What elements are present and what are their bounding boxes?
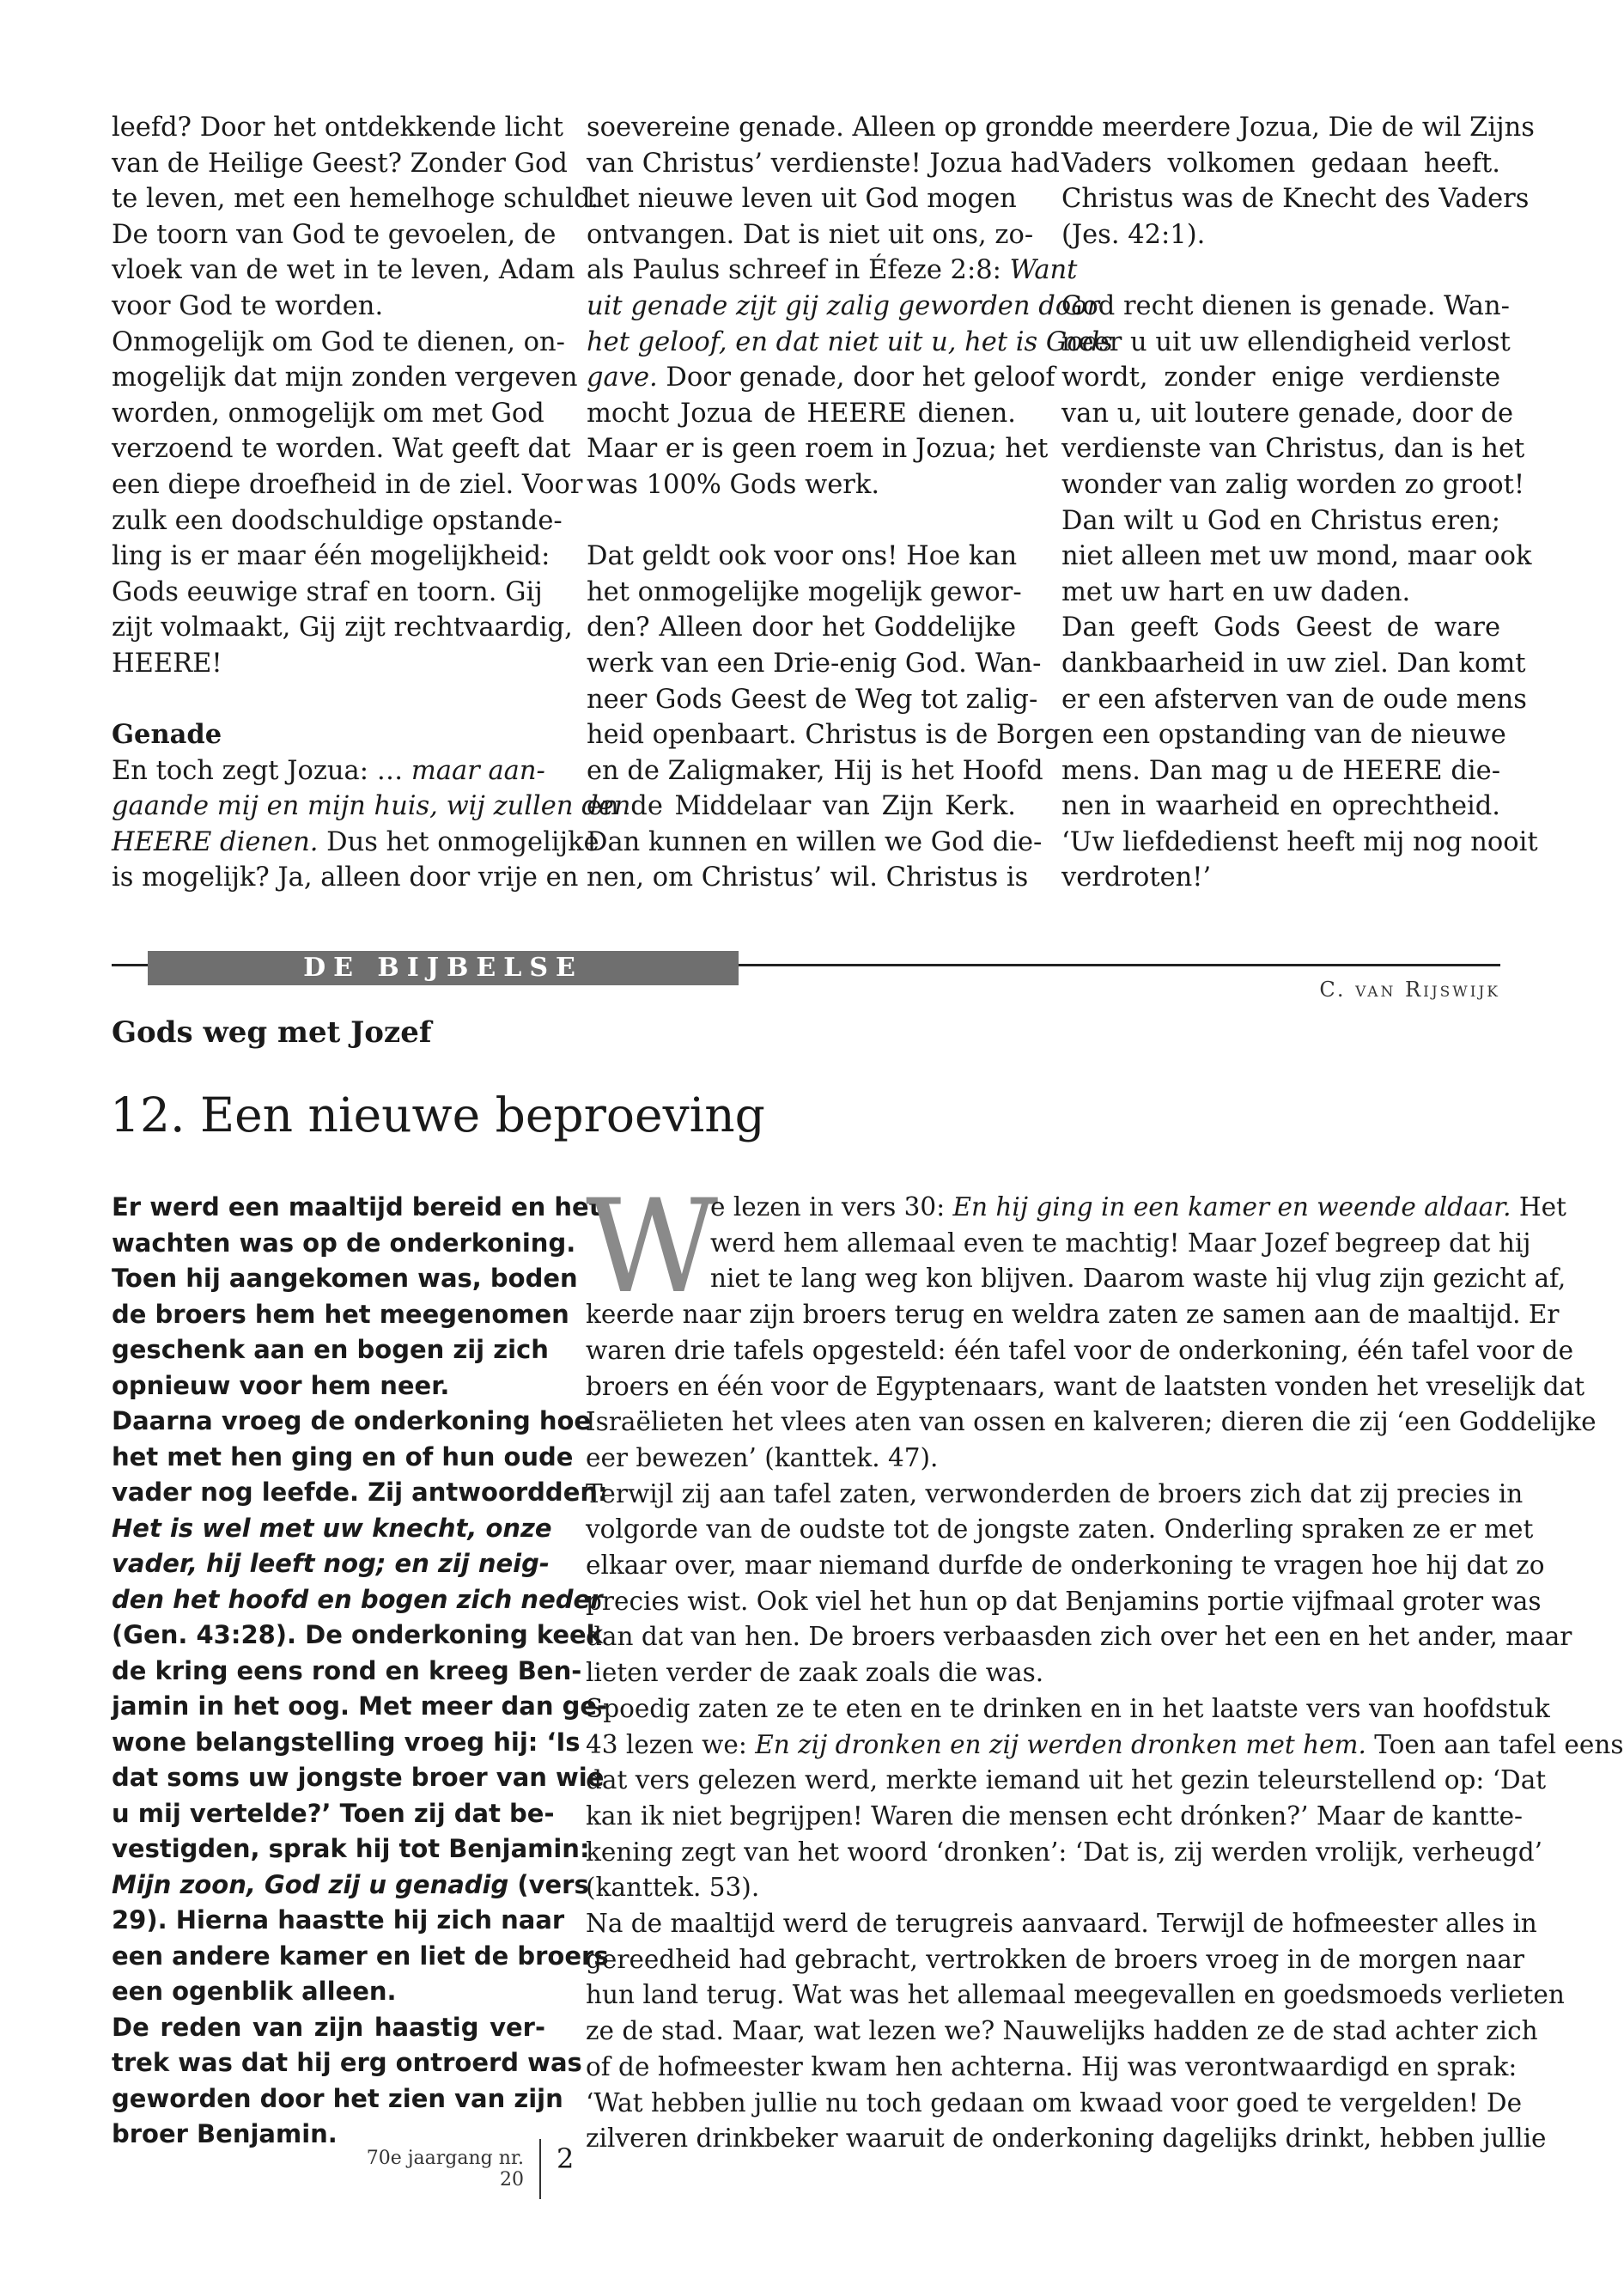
section-heading-genade: Genade xyxy=(112,719,222,751)
text-line: gaande mij en mijn huis, wij zullen den xyxy=(112,791,631,822)
text-line: trek was dat hij erg ontroerd was xyxy=(112,2048,582,2077)
series-subtitle: Gods weg met Jozef xyxy=(112,1015,432,1050)
top-column-1 xyxy=(112,110,631,896)
text-line: den? Alleen door het Goddelijke xyxy=(587,612,1016,643)
text-line: er een afsterven van de oude mens xyxy=(1061,684,1527,715)
text-line: is mogelijk? Ja, alleen door vrije en xyxy=(112,862,579,893)
text-line: Israëlieten het vlees aten van ossen en kalveren; dieren die zij ‘een Goddelijke xyxy=(586,1407,1597,1437)
text-line: kan ik niet begrijpen! Waren die mensen echt drónken?’ Maar de kantte- xyxy=(586,1801,1524,1831)
text-line: waren drie tafels opgesteld: één tafel voor de onderkoning, één tafel voor de xyxy=(586,1335,1574,1365)
text-line: de broers hem het meegenomen xyxy=(112,1299,569,1329)
text-line: nen, om Christus’ wil. Christus is xyxy=(587,862,1029,893)
text-line: Dat geldt ook voor ons! Hoe kan xyxy=(587,541,1018,572)
text-line: broer Benjamin. xyxy=(112,2119,338,2148)
text-line: vestigden, sprak hij tot Benjamin: xyxy=(112,1834,590,1863)
text-line: Toen hij aangekomen was, boden xyxy=(112,1264,578,1293)
text-line: neer u uit uw ellendigheid verlost xyxy=(1061,326,1511,357)
text-line: een ogenblik alleen. xyxy=(112,1977,397,2006)
text-line: de kring eens rond en kreeg Ben- xyxy=(112,1655,582,1685)
text-line: van u, uit loutere genade, door de xyxy=(1061,398,1513,429)
intro-sidebar xyxy=(112,1190,609,2153)
text-line: dat soms uw jongste broer van wie xyxy=(112,1763,605,1792)
text-line: nen in waarheid en oprechtheid. xyxy=(1061,791,1500,822)
text-line: God recht dienen is genade. Wan- xyxy=(1061,290,1510,321)
text-line: Onmogelijk om God te dienen, on- xyxy=(112,326,565,357)
text-line: het geloof, en dat niet uit u, het is Gods xyxy=(587,326,1113,357)
text-line: wone belangstelling vroeg hij: ‘Is xyxy=(112,1727,581,1757)
issue-label: 70e jaargang nr. 20 xyxy=(366,2148,524,2191)
top-column-3 xyxy=(1061,110,1538,896)
text-line: Na de maaltijd werd de terugreis aanvaard. Terwijl de hofmeester alles in xyxy=(586,1909,1537,1939)
text-line: niet alleen met uw mond, maar ook xyxy=(1061,541,1532,572)
text-line: geschenk aan en bogen zij zich xyxy=(112,1335,549,1364)
text-line: Daarna vroeg de onderkoning hoe xyxy=(112,1406,592,1435)
text-line: van Christus’ verdienste! Jozua had xyxy=(587,148,1060,179)
text-line: te leven, met een hemelhoge schuld. xyxy=(112,184,599,215)
text-line: HEERE! xyxy=(112,648,222,679)
spacer xyxy=(112,682,541,718)
text-line: vader, hij leeft nog; en zij neig- xyxy=(112,1549,550,1578)
text-line: (Gen. 43:28). De onderkoning keek xyxy=(112,1620,603,1649)
text-line: soevereine genade. Alleen op grond xyxy=(587,113,1064,143)
text-line: ‘Wat hebben jullie nu toch gedaan om kwaad voor goed te vergelden! De xyxy=(586,2087,1523,2117)
text-line: volgorde van de oudste tot de jongste zaten. Onderling spraken ze er met xyxy=(586,1514,1534,1545)
text-line: wachten was op de onderkoning. xyxy=(112,1228,576,1258)
text-line: Christus was de Knecht des Vaders xyxy=(1061,184,1530,215)
author-name: C. van Rijswijk xyxy=(1319,978,1500,1002)
text-line: gave. Door genade, door het geloof xyxy=(587,363,1055,393)
page-number: 2 xyxy=(557,2142,575,2175)
text-line: of de hofmeester kwam hen achterna. Hij was verontwaardigd en sprak: xyxy=(586,2051,1518,2081)
text-line: u mij vertelde?’ Toen zij dat be- xyxy=(112,1798,555,1828)
footer-divider xyxy=(539,2139,541,2199)
text-line: mens. Dan mag u de HEERE die- xyxy=(1061,755,1500,786)
text-line: e lezen in vers 30: En hij ging in een kamer en weende aldaar. Het xyxy=(710,1192,1566,1222)
article-body xyxy=(586,1190,1624,2157)
text-line: Er werd een maaltijd bereid en het xyxy=(112,1192,601,1222)
text-line: het met hen ging en of hun oude xyxy=(112,1441,574,1472)
text-line: dat vers gelezen werd, merkte iemand uit het gezin teleurstellend op: ‘Dat xyxy=(586,1765,1547,1795)
text-line: ontvangen. Dat is niet uit ons, zo- xyxy=(587,219,1034,250)
text-line: dan dat van hen. De broers verbaasden zich over het een en het ander, maar xyxy=(586,1622,1572,1652)
text-line: vader nog leefde. Zij antwoordden: xyxy=(112,1478,608,1507)
text-line: geworden door het zien van zijn xyxy=(112,2083,563,2113)
text-line: Maar er is geen roem in Jozua; het xyxy=(587,434,1049,465)
text-line: met uw hart en uw daden. xyxy=(1061,576,1411,607)
text-line: het onmogelijke mogelijk gewor- xyxy=(587,576,1022,607)
text-line: Dan kunnen en willen we God die- xyxy=(587,826,1043,857)
text-line: werd hem allemaal even te machtig! Maar Jozef begreep dat hij xyxy=(710,1228,1531,1258)
text-line: eer bewezen’ (kanttek. 47). xyxy=(586,1442,939,1472)
text-line: een diepe droefheid in de ziel. Voor xyxy=(112,469,583,500)
text-line: van de Heilige Geest? Zonder God xyxy=(112,148,568,179)
text-line: verzoend te worden. Wat geeft dat xyxy=(112,434,571,465)
text-line: als Paulus schreef in Éfeze 2:8: Want xyxy=(587,255,1078,286)
text-line: wordt, zonder enige verdienste xyxy=(1061,363,1500,393)
text-line: (kanttek. 53). xyxy=(586,1873,760,1903)
text-line: zilveren drinkbeker waaruit de onderkoning dagelijks drinkt, hebben jullie xyxy=(586,2124,1547,2154)
text-line: heid openbaart. Christus is de Borg xyxy=(587,720,1061,751)
page-footer xyxy=(0,2139,1584,2199)
text-line: Dan wilt u God en Christus eren; xyxy=(1061,505,1500,536)
text-line: vloek van de wet in te leven, Adam xyxy=(112,255,575,286)
text-line: worden, onmogelijk om met God xyxy=(112,398,544,429)
text-line: zulk een doodschuldige opstande- xyxy=(112,505,563,536)
text-line: Dan geeft Gods Geest de ware xyxy=(1061,612,1500,643)
text-line: Terwijl zij aan tafel zaten, verwonderden de broers zich dat zij precies in xyxy=(586,1478,1524,1508)
text-line: verdroten!’ xyxy=(1061,862,1212,893)
text-line: De reden van zijn haastig ver- xyxy=(112,2012,545,2042)
text-line: een andere kamer en liet de broers xyxy=(112,1941,609,1971)
text-line: elkaar over, maar niemand durfde de onderkoning te vragen hoe hij dat zo xyxy=(586,1551,1545,1581)
text-line: zijt volmaakt, Gij zijt rechtvaardig, xyxy=(112,612,573,643)
drop-cap: W xyxy=(586,1173,719,1322)
text-line: Mijn zoon, God zij u genadig (vers xyxy=(112,1869,589,1899)
text-line: neer Gods Geest de Weg tot zalig- xyxy=(587,684,1038,715)
text-line: opnieuw voor hem neer. xyxy=(112,1370,450,1400)
text-line: en de Zaligmaker, Hij is het Hoofd xyxy=(587,755,1043,786)
spacer xyxy=(1061,253,1500,289)
text-line: mogelijk dat mijn zonden vergeven xyxy=(112,363,578,393)
text-line: leefd? Door het ontdekkende licht xyxy=(112,113,564,143)
text-line: dankbaarheid in uw ziel. Dan komt xyxy=(1061,648,1526,679)
text-line: ling is er maar één mogelijkheid: xyxy=(112,541,550,572)
text-line: De toorn van God te gevoelen, de xyxy=(112,219,557,250)
text-line: de meerdere Jozua, Die de wil Zijns xyxy=(1061,113,1535,143)
text-line: wonder van zalig worden zo groot! xyxy=(1061,469,1525,500)
text-line: keerde naar zijn broers terug en weldra zaten ze samen aan de maaltijd. Er xyxy=(586,1300,1560,1330)
text-line: 29). Hierna haastte hij zich naar xyxy=(112,1905,565,1935)
text-line: Gods eeuwige straf en toorn. Gij xyxy=(112,576,543,607)
section-label: DE BIJBELSE GESCHIEDENIS xyxy=(148,951,739,985)
text-line: kening zegt van het woord ‘dronken’: ‘Dat is, zij werden vrolijk, verheugd’ xyxy=(586,1837,1542,1867)
text-line: en de Middelaar van Zijn Kerk. xyxy=(587,791,1016,822)
text-line: Vaders volkomen gedaan heeft. xyxy=(1061,148,1500,179)
text-line: Spoedig zaten ze te eten en te drinken en in het laatste vers van hoofdstuk xyxy=(586,1693,1550,1723)
text-line: (Jes. 42:1). xyxy=(1061,219,1206,250)
text-line: jamin in het oog. Met meer dan ge- xyxy=(112,1691,608,1721)
text-line: hun land terug. Wat was het allemaal meegevallen en goedsmoeds verlieten xyxy=(586,1980,1565,2010)
text-line: precies wist. Ook viel het hun op dat Benjamins portie vijfmaal groter was xyxy=(586,1586,1542,1616)
text-line: het nieuwe leven uit God mogen xyxy=(587,184,1017,215)
text-line: gereedheid had gebracht, vertrokken de broers vroeg in de morgen naar xyxy=(586,1944,1524,1974)
text-line: mocht Jozua de HEERE dienen. xyxy=(587,398,1016,429)
top-column-2 xyxy=(587,110,1113,896)
text-line: En toch zegt Jozua: … maar aan- xyxy=(112,755,545,786)
spacer xyxy=(587,503,1016,539)
text-line: verdienste van Christus, dan is het xyxy=(1061,434,1525,465)
text-line: ze de stad. Maar, wat lezen we? Nauwelijks hadden ze de stad achter zich xyxy=(586,2016,1538,2046)
text-line: en een opstanding van de nieuwe xyxy=(1061,720,1506,751)
text-line: Het is wel met uw knecht, onze xyxy=(112,1513,552,1543)
text-line: voor God te worden. xyxy=(112,290,384,321)
text-line: 43 lezen we: En zij dronken en zij werden dronken met hem. Toen aan tafel eens xyxy=(586,1729,1624,1759)
text-line: lieten verder de zaak zoals die was. xyxy=(586,1658,1044,1688)
text-line: broers en één voor de Egyptenaars, want de laatsten vonden het vreselijk dat xyxy=(586,1371,1585,1401)
text-line: HEERE dienen. Dus het onmogelijke xyxy=(112,826,599,857)
text-line: uit genade zijt gij zalig geworden door xyxy=(587,290,1100,321)
text-line: werk van een Drie-enig God. Wan- xyxy=(587,648,1042,679)
text-line: den het hoofd en bogen zich neder xyxy=(112,1584,603,1614)
article-title: 12. Een nieuwe beproeving xyxy=(110,1088,765,1142)
text-line: ‘Uw liefdedienst heeft mij nog nooit xyxy=(1061,826,1538,857)
text-line: was 100% Gods werk. xyxy=(587,469,880,500)
text-line: niet te lang weg kon blijven. Daarom waste hij vlug zijn gezicht af, xyxy=(710,1264,1566,1294)
